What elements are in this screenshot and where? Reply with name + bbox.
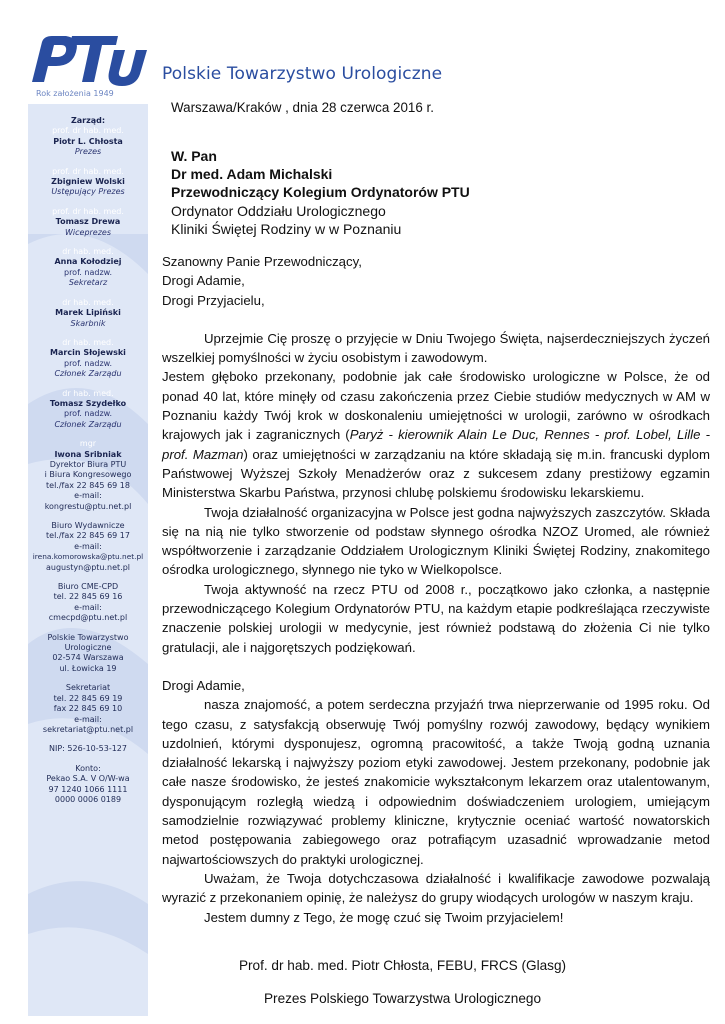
member-role: Wiceprezes xyxy=(64,227,112,237)
recipient-title: Przewodniczący Kolegium Ordynatorów PTU xyxy=(171,184,470,201)
member-name: Marcin Słojewski xyxy=(50,348,126,358)
member-degree: dr hab. med. xyxy=(62,297,114,307)
secretariat-line: Sekretariat xyxy=(65,683,111,693)
account-line: Konto: xyxy=(75,763,101,773)
member-role: Ustępujący Prezes xyxy=(51,187,125,197)
signature-title: Prezes Polskiego Towarzystwa Urologicznego xyxy=(263,991,542,1006)
letter-body xyxy=(162,252,710,927)
office-line: i Biura Kongresowego xyxy=(44,470,132,480)
member-role: Sekretarz xyxy=(68,278,108,288)
secretariat-line: fax 22 845 69 10 xyxy=(53,704,123,714)
publishing-email: augustyn@ptu.net.pl xyxy=(45,562,131,572)
publishing-line: e-mail: xyxy=(74,541,102,551)
cme-email: cmecpd@ptu.net.pl xyxy=(48,613,128,623)
member-name: Tomasz Drewa xyxy=(55,217,121,227)
office-degree: mgr xyxy=(79,439,97,449)
member-name: Piotr L. Chłosta xyxy=(53,136,123,146)
paragraph: Uważam, że Twoja dotychczasowa działalność i kwalifikacje zawodowe pozwalają wyrazić z przekonaniem opinię, że należysz do grupy wiodących urologów w naszym kraju. xyxy=(162,870,710,906)
office-line: tel./fax 22 845 69 18 xyxy=(46,480,130,490)
ptu-logo xyxy=(28,30,148,90)
salutation: Drogi Adamie, xyxy=(162,677,245,693)
paragraph: Jestem dumny z Tego, że mogę czuć się Twoim przyjacielem! xyxy=(204,909,564,925)
member-title: prof. nadzw. xyxy=(63,267,112,277)
member-degree: dr hab. med. xyxy=(62,337,114,347)
signature-name: Prof. dr hab. med. Piotr Chłosta, FEBU, FRCS (Glasg) xyxy=(238,958,567,973)
paragraph-text: Jestem głęboko przekonany, podobnie jak całe środowisko urologiczne w Polsce, że od ponad 40 lat, które minęły od czasu zakończenia przez Ciebie studiów medycznych w AM w Poznaniu każdy Twój krok w doskonaleniu umiejętności w urologii, zarówno w ośrodkach krajowych jak i zagranicznych ( xyxy=(162,369,710,443)
member-role: Członek Zarządu xyxy=(54,419,122,429)
recipient-line: Kliniki Świętej Rodziny w w Poznaniu xyxy=(171,220,402,237)
paragraph: Twoja aktywność na rzecz PTU od 2008 r., początkowo jako członka, a następnie przewodniczącego Kolegium Ordynatorów PTU, na każdym etapie podkreślająca rzeczywiste znaczenie polskiej urologii w medycynie, jest również podstawą do złożenia Ci nie tylko gratulacji, ale i najgorętszych podziękowań. xyxy=(162,581,710,655)
sidebar-board-panel xyxy=(28,104,148,1016)
paragraph: Uprzejmie Cię proszę o przyjęcie w Dniu Twojego Święta, najserdeczniejszych życzeń wszelkiej pomyślności w życiu osobistym i zawodowym. xyxy=(162,330,710,366)
address-line: Polskie Towarzystwo xyxy=(47,632,129,642)
member-title: prof. nadzw. xyxy=(63,358,112,368)
address-line: 02-574 Warszawa xyxy=(52,653,124,663)
member-degree: dr hab. med. xyxy=(62,388,114,398)
member-title: prof. nadzw. xyxy=(63,409,112,419)
board-title: Zarząd: xyxy=(70,116,106,125)
paragraph-text: ) oraz umiejętności w zarządzaniu na które składają się m.in. francuski dyplom Państwowej Wyższej Szkoły Menadżerów oraz z sukcesem zdany prestiżowy egzamin Ministerstwa Skarbu Państwa, przynosi chlubę polskiemu środowisku lekarskiemu. xyxy=(162,446,710,501)
member-name: Marek Lipiński xyxy=(55,308,121,318)
publishing-email: irena.komorowska@ptu.net.pl xyxy=(32,552,144,562)
publishing-line: Biuro Wydawnicze xyxy=(51,521,125,530)
secretariat-email: sekretariat@ptu.net.pl xyxy=(42,724,134,734)
secretariat-line: e-mail: xyxy=(74,714,102,724)
member-role: Prezes xyxy=(74,147,102,157)
address-line: ul. Łowicka 19 xyxy=(59,663,117,673)
salutation: Drogi Adamie, xyxy=(162,273,245,289)
logo-text: PTU xyxy=(28,30,30,31)
account-line: Pekao S.A. V O/W-wa xyxy=(46,774,130,784)
recipient-name: Dr med. Adam Michalski xyxy=(171,166,333,183)
founded-year: Rok założenia 1949 xyxy=(36,89,114,98)
member-name: Anna Kołodziej xyxy=(54,257,122,267)
member-name: Tomasz Szydełko xyxy=(49,398,127,408)
letter-date: Warszawa/Kraków , dnia 28 czerwca 2016 r. xyxy=(171,100,434,115)
member-degree: prof. dr hab. med. xyxy=(52,126,124,136)
office-line: Dyrektor Biura PTU xyxy=(49,459,127,469)
publishing-line: tel./fax 22 845 69 17 xyxy=(46,531,130,541)
salutation: Drogi Przyjacielu, xyxy=(162,292,265,308)
member-degree: prof. dr hab. med. xyxy=(52,166,124,176)
recipient-line: Ordynator Oddziału Urologicznego xyxy=(171,202,386,219)
member-name: Zbigniew Wolski xyxy=(51,177,125,187)
office-line: e-mail: xyxy=(74,491,102,501)
account-line: 97 1240 1066 1111 xyxy=(48,784,128,794)
paragraph-italic: Paryż - kierownik Alain Le Duc, Rennes - prof. Lobel, Lille - prof. Mazman xyxy=(162,427,710,462)
paragraph: nasza znajomość, a potem serdeczna przyjaźń trwa nieprzerwanie od 1995 roku. Od tego czasu, z satysfakcją obserwuję Twój pomyślny rozwój zawodowy, będący wynikiem uzdolnień, którymi dysponujesz, ogromną pracowitość, a także Twoją godną uznania działalność lekarską i najwyższy poziom etyki zawodowej. Jestem przekonany, podobnie jak całe nasze środowisko, że jesteś znakomicie wykształconym lekarzem oraz utalentowanym, dysponującym rozległą wiedzą i odpowiednim doświadczeniem urologiem, umiejącym samodzielnie rozwiązywać problemy kliniczne, krytycznie oceniać wartość nowatorskich metod postępowania zabiegowego oraz potrafiącym uzasadnić wprowadzanie metod najwartościowszych do praktyki urologicznej. xyxy=(162,697,710,867)
cme-line: Biuro CME-CPD xyxy=(57,582,119,592)
member-degree: prof. dr hab. med. xyxy=(52,206,124,216)
office-name: Iwona Sribniak xyxy=(54,449,122,459)
member-role: Skarbnik xyxy=(70,318,106,328)
member-degree: dr hab. med. xyxy=(62,247,114,257)
organization-name: Polskie Towarzystwo Urologiczne xyxy=(162,64,443,84)
recipient-line: W. Pan xyxy=(171,148,217,164)
member-role: Członek Zarządu xyxy=(54,369,122,379)
paragraph: Twoja działalność organizacyjna w Polsce jest godna najwyższych zaszczytów. Składa się na nią nie tylko stworzenie od podstaw słynnego ośrodka NZOZ Uromed, ale również współtworzenie i zarządzanie Oddziałem Urologicznym Kliniki Świętej Rodziny, znakomitego ośrodka urologicznego, słynnego nie tyko w Wielkopolsce. xyxy=(162,504,710,578)
cme-line: e-mail: xyxy=(74,602,102,612)
office-email: kongrestu@ptu.net.pl xyxy=(44,501,132,511)
address-line: Urologiczne xyxy=(64,643,112,653)
secretariat-line: tel. 22 845 69 19 xyxy=(53,693,123,703)
cme-line: tel. 22 845 69 16 xyxy=(53,592,123,602)
paragraph xyxy=(162,367,710,502)
account-line: 0000 0006 0189 xyxy=(54,794,122,804)
recipient-block xyxy=(171,147,470,238)
salutation: Szanowny Panie Przewodniczący, xyxy=(162,254,362,269)
sidebar-content xyxy=(28,116,148,805)
nip-number: NIP: 526-10-53-127 xyxy=(49,744,127,754)
